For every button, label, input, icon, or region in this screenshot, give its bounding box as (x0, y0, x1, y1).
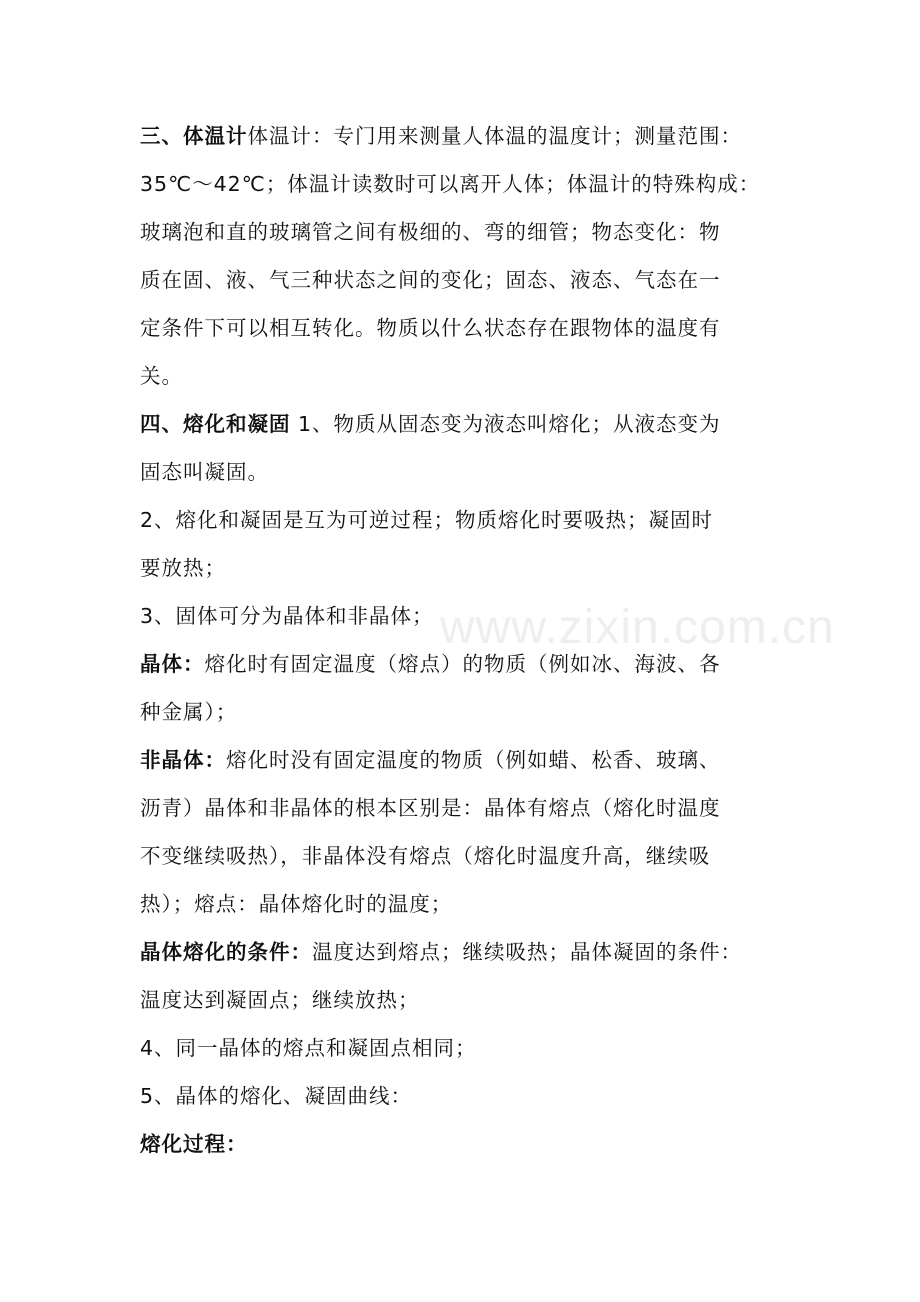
text-run: 要放热； (140, 556, 226, 580)
text-line (140, 832, 800, 880)
text-line (140, 256, 800, 304)
term-label: 晶体熔化的条件： (140, 940, 312, 964)
text-run: 熔化时没有固定温度的物质（例如蜡、松香、玻璃、 (226, 748, 721, 772)
text-run: 不变继续吸热），非晶体没有熔点（熔化时温度升高，继续吸 (140, 844, 711, 868)
text-line (140, 112, 800, 160)
text-run: 固态叫凝固。 (140, 460, 269, 484)
text-line (140, 784, 800, 832)
text-run: 种金属）； (140, 700, 238, 724)
text-run: 4、同一晶体的熔点和凝固点相同； (140, 1036, 477, 1060)
text-line (140, 352, 800, 400)
term-label: 熔化过程： (140, 1132, 248, 1156)
text-line (140, 688, 800, 736)
text-line (140, 592, 800, 640)
text-run: 体温计：专门用来测量人体温的温度计；测量范围： (247, 124, 742, 148)
text-run: 定条件下可以相互转化。物质以什么状态存在跟物体的温度有 (140, 316, 721, 340)
section-heading: 三、体温计 (140, 124, 248, 148)
text-line (140, 448, 800, 496)
text-run: 1、物质从固态变为液态叫熔化；从液态变为 (290, 412, 721, 436)
text-line (140, 496, 800, 544)
text-run: 35℃～42℃；体温计读数时可以离开人体；体温计的特殊构成： (140, 172, 761, 196)
term-label: 非晶体： (140, 748, 226, 772)
text-line (140, 976, 800, 1024)
text-run: 熔化时有固定温度（熔点）的物质（例如冰、海波、各 (204, 652, 721, 676)
text-run: 热）；熔点：晶体熔化时的温度； (140, 892, 453, 916)
watermark: www.zixin.com.cn (440, 601, 835, 654)
text-line (140, 160, 800, 208)
text-line (140, 1072, 800, 1120)
text-line (140, 928, 800, 976)
text-line (140, 304, 800, 352)
text-line (140, 208, 800, 256)
text-run: 5、晶体的熔化、凝固曲线： (140, 1084, 413, 1108)
text-run: 质在固、液、气三种状态之间的变化；固态、液态、气态在一 (140, 268, 721, 292)
text-run: 温度达到熔点；继续吸热；晶体凝固的条件： (312, 940, 742, 964)
text-run: 玻璃泡和直的玻璃管之间有极细的、弯的细管；物态变化：物 (140, 220, 721, 244)
text-line (140, 640, 800, 688)
text-run: 关。 (140, 364, 183, 388)
text-run: 沥青）晶体和非晶体的根本区别是：晶体有熔点（熔化时温度 (140, 796, 721, 820)
text-line (140, 1120, 800, 1168)
text-run: 3、固体可分为晶体和非晶体； (140, 604, 434, 628)
text-run: 2、熔化和凝固是互为可逆过程；物质熔化时要吸热；凝固时 (140, 508, 714, 532)
text-line (140, 1024, 800, 1072)
text-line (140, 736, 800, 784)
term-label: 晶体： (140, 652, 205, 676)
document-body (140, 112, 800, 1168)
section-heading: 四、熔化和凝固 (140, 412, 291, 436)
text-line (140, 400, 800, 448)
text-run: 温度达到凝固点；继续放热； (140, 988, 420, 1012)
text-line (140, 544, 800, 592)
text-line (140, 880, 800, 928)
